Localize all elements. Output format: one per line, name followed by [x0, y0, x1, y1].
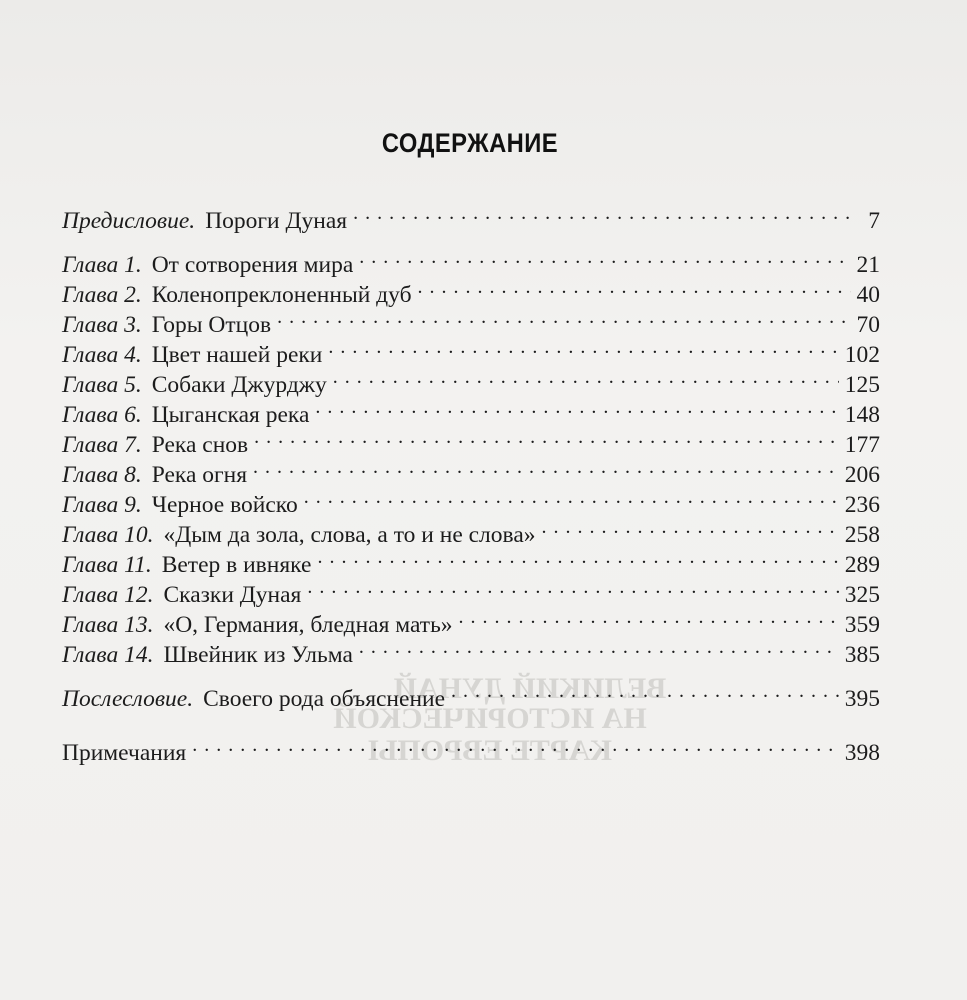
toc-entry	[62, 730, 880, 766]
toc-entry	[62, 302, 880, 338]
toc-entry-label: Глава 13.	[62, 612, 154, 638]
toc-entry-page-number: 258	[844, 522, 880, 548]
toc-entry	[62, 512, 880, 548]
toc-entry-title: Цвет нашей реки	[151, 342, 323, 368]
toc-entry-title: «О, Германия, бледная мать»	[163, 612, 453, 638]
toc-entry-page-number: 359	[844, 612, 880, 638]
toc-entry	[62, 242, 880, 278]
toc-entry-label: Глава 1.	[62, 252, 142, 278]
dot-leader	[333, 362, 839, 392]
dot-leader	[304, 482, 839, 512]
dot-leader	[359, 242, 850, 272]
page-title: СОДЕРЖАНИЕ	[381, 128, 559, 158]
toc-entry-title: Река снов	[151, 432, 249, 458]
toc-entry-title: Река огня	[151, 462, 248, 488]
toc-entry-page-number: 206	[844, 462, 880, 488]
dot-leader	[192, 730, 839, 760]
toc-entry-title: Швейник из Ульма	[163, 642, 353, 668]
bleed-through-line-2: НА ИСТОРИЧЕСКОЙ	[333, 702, 647, 735]
toc-entry-title: Сказки Дуная	[163, 582, 302, 608]
toc-entry-page-number: 102	[844, 342, 880, 368]
dot-leader	[317, 542, 838, 572]
toc-entry-page-number: 125	[844, 372, 880, 398]
toc-entry-label: Глава 3.	[62, 312, 142, 338]
toc-entry-label: Глава 10.	[62, 522, 154, 548]
toc-entry	[62, 422, 880, 458]
toc-entry-label: Глава 2.	[62, 282, 142, 308]
toc-entry	[62, 632, 880, 668]
dot-leader	[459, 602, 839, 632]
toc-entry	[62, 272, 880, 308]
dot-leader	[359, 632, 839, 662]
toc-entry	[62, 332, 880, 368]
toc-entry-label: Глава 11.	[62, 552, 152, 578]
dot-leader	[315, 392, 838, 422]
toc-entry-label: Предисловие.	[62, 208, 196, 234]
toc-entry-page-number: 70	[856, 312, 880, 338]
toc-entry-label: Послесловие.	[62, 686, 194, 712]
toc-entry-title: Ветер в ивняке	[161, 552, 312, 578]
toc-entry-label: Глава 6.	[62, 402, 142, 428]
bleed-through-line-1: ВЕЛИКИЙ ДУНАЙ	[393, 672, 667, 705]
toc-entry	[62, 362, 880, 398]
toc-entry-label: Глава 7.	[62, 432, 142, 458]
dot-leader	[451, 676, 839, 706]
toc-entry-label: Глава 9.	[62, 492, 142, 518]
toc-entry-title: Черное войско	[151, 492, 298, 518]
toc-entry	[62, 572, 880, 608]
toc-entry-page-number: 385	[844, 642, 880, 668]
dot-leader	[328, 332, 838, 362]
toc-entry-page-number: 236	[844, 492, 880, 518]
toc-entry	[62, 602, 880, 638]
toc-entry-title: «Дым да зола, слова, а то и не слова»	[163, 522, 536, 548]
dot-leader	[307, 572, 838, 602]
dot-leader	[254, 422, 839, 452]
toc-entry-page-number: 398	[844, 740, 880, 766]
toc-entry-title: Своего рода объяснение	[203, 686, 446, 712]
toc-entry-label: Глава 12.	[62, 582, 154, 608]
toc-entry-page-number: 148	[844, 402, 880, 428]
toc-entry-page-number: 40	[856, 282, 880, 308]
toc-entry	[62, 676, 880, 712]
toc-entry-title: Примечания	[62, 740, 187, 766]
toc-entry-page-number: 395	[844, 686, 880, 712]
toc-entry-label: Глава 14.	[62, 642, 154, 668]
toc-entry	[62, 198, 880, 234]
toc-entry-title: Собаки Джурджу	[151, 372, 327, 398]
toc-entry	[62, 482, 880, 518]
toc-entry	[62, 452, 880, 488]
toc-entry	[62, 542, 880, 578]
toc-entry-label: Глава 5.	[62, 372, 142, 398]
toc-entry-label: Глава 8.	[62, 462, 142, 488]
toc-entry-label: Глава 4.	[62, 342, 142, 368]
bleed-through-line-3: КАРТЕ ЕВРОПЫ	[368, 734, 612, 767]
toc-entry-title: Горы Отцов	[151, 312, 272, 338]
dot-leader	[418, 272, 851, 302]
toc-entry	[62, 392, 880, 428]
toc-entry-page-number: 325	[844, 582, 880, 608]
toc-entry-title: Цыганская река	[151, 402, 310, 428]
toc-entry-page-number: 289	[844, 552, 880, 578]
toc-entry-page-number: 21	[856, 252, 880, 278]
dot-leader	[542, 512, 839, 542]
dot-leader	[277, 302, 850, 332]
toc-entry-page-number: 7	[868, 208, 880, 234]
toc-entry-title: Коленопреклоненный дуб	[151, 282, 412, 308]
dot-leader	[253, 452, 839, 482]
toc-entry-title: Пороги Дуная	[205, 208, 348, 234]
toc-entry-page-number: 177	[844, 432, 880, 458]
dot-leader	[353, 198, 854, 228]
toc-entry-title: От сотворения мира	[151, 252, 354, 278]
